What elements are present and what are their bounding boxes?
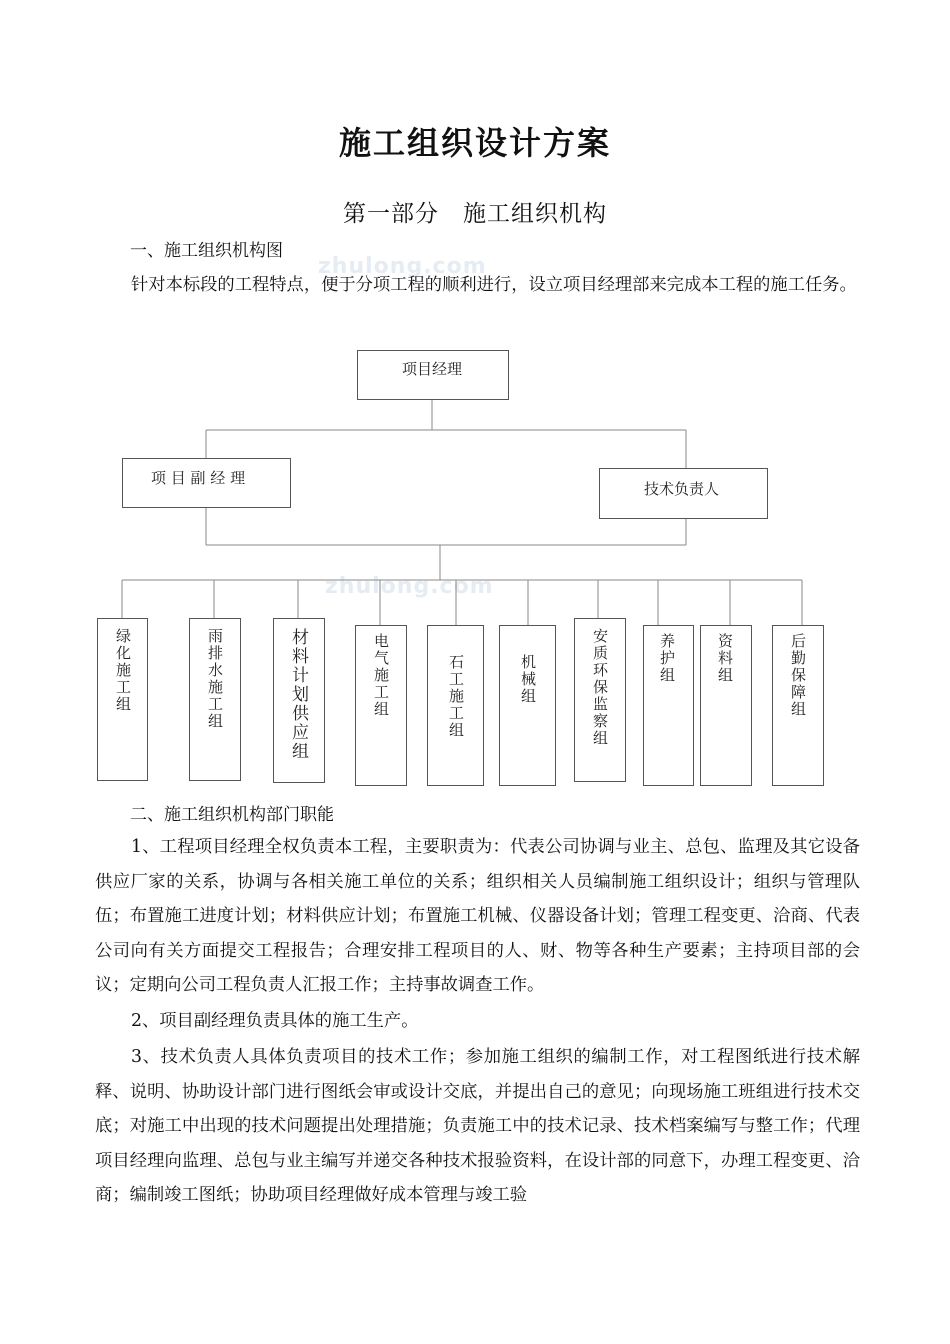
org-box-group-masonry	[427, 625, 484, 786]
org-label-group-masonry: 石工施工组	[447, 654, 465, 739]
org-box-group-machinery	[499, 625, 556, 786]
org-box-group-electrical	[355, 625, 407, 786]
duty-paragraph-2: 2、项目副经理负责具体的施工生产。	[131, 1011, 419, 1031]
org-label-technical-lead: 技术负责人	[644, 480, 720, 498]
part-title: 第一部分 施工组织机构	[343, 201, 607, 227]
org-box-group-drainage	[189, 618, 241, 781]
org-box-group-materials	[273, 618, 325, 783]
org-box-deputy-manager	[122, 458, 291, 508]
org-label-group-logistics: 后勤保障组	[789, 633, 807, 718]
document-title: 施工组织设计方案	[338, 124, 611, 162]
org-label-group-documents: 资料组	[716, 633, 734, 684]
org-label-group-electrical: 电气施工组	[372, 633, 390, 718]
watermark-top: zhulong.com	[318, 254, 487, 279]
org-label-group-machinery: 机械组	[519, 654, 537, 705]
org-label-group-maintenance: 养护组	[658, 633, 676, 684]
org-label-group-materials: 材料计划供应组	[288, 628, 308, 761]
org-box-group-greening	[97, 618, 148, 781]
section1-intro: 针对本标段的工程特点，便于分项工程的顺利进行，设立项目经理部来完成本工程的施工任务。	[131, 275, 857, 295]
duty-paragraph-1: 1、工程项目经理全权负责本工程，主要职责为：代表公司协调与业主、总包、监理及其它设备供应厂家的关系，协调与各相关施工单位的关系；组织相关人员编制施工组织设计；组织与管理队伍；布置施工进度计划；材料供应计划；布置施工机械、仪器设备计划；管理工程变更、洽商、代表公司向有关方面提交工程报告；合理安排工程项目的人、财、物等各种生产要素；主持项目部的会议；定期向公司工程负责人汇报工作；主持事故调查工作。	[95, 837, 860, 995]
watermark-mid: zhulong.com	[325, 574, 494, 599]
org-box-group-maintenance	[643, 625, 694, 786]
org-box-technical-lead	[599, 468, 768, 519]
org-label-manager: 项目经理	[402, 360, 463, 378]
org-label-group-safety: 安质环保监察组	[591, 628, 609, 747]
section2-heading: 二、施工组织机构部门职能	[130, 805, 334, 825]
org-box-group-logistics	[772, 625, 824, 786]
org-label-deputy-manager: 项 目 副 经 理	[151, 469, 246, 487]
org-box-group-safety	[574, 618, 626, 782]
org-label-group-drainage: 雨排水施工组	[206, 628, 224, 730]
duty-paragraph-3: 3、技术负责人具体负责项目的技术工作；参加施工组织的编制工作，对工程图纸进行技术解释、说明、协助设计部门进行图纸会审或设计交底，并提出自己的意见；向现场施工班组进行技术交底；对施工中出现的技术问题提出处理措施；负责施工中的技术记录、技术档案编写与整工作；代理项目经理向监理、总包与业主编写并递交各种技术报验资料，在设计部的同意下，办理工程变更、洽商；编制竣工图纸；协助项目经理做好成本管理与竣工验	[95, 1047, 860, 1205]
org-box-manager	[357, 350, 509, 400]
section1-heading: 一、施工组织机构图	[130, 241, 283, 261]
org-label-group-greening: 绿化施工组	[114, 628, 132, 713]
org-box-group-documents	[700, 625, 752, 786]
